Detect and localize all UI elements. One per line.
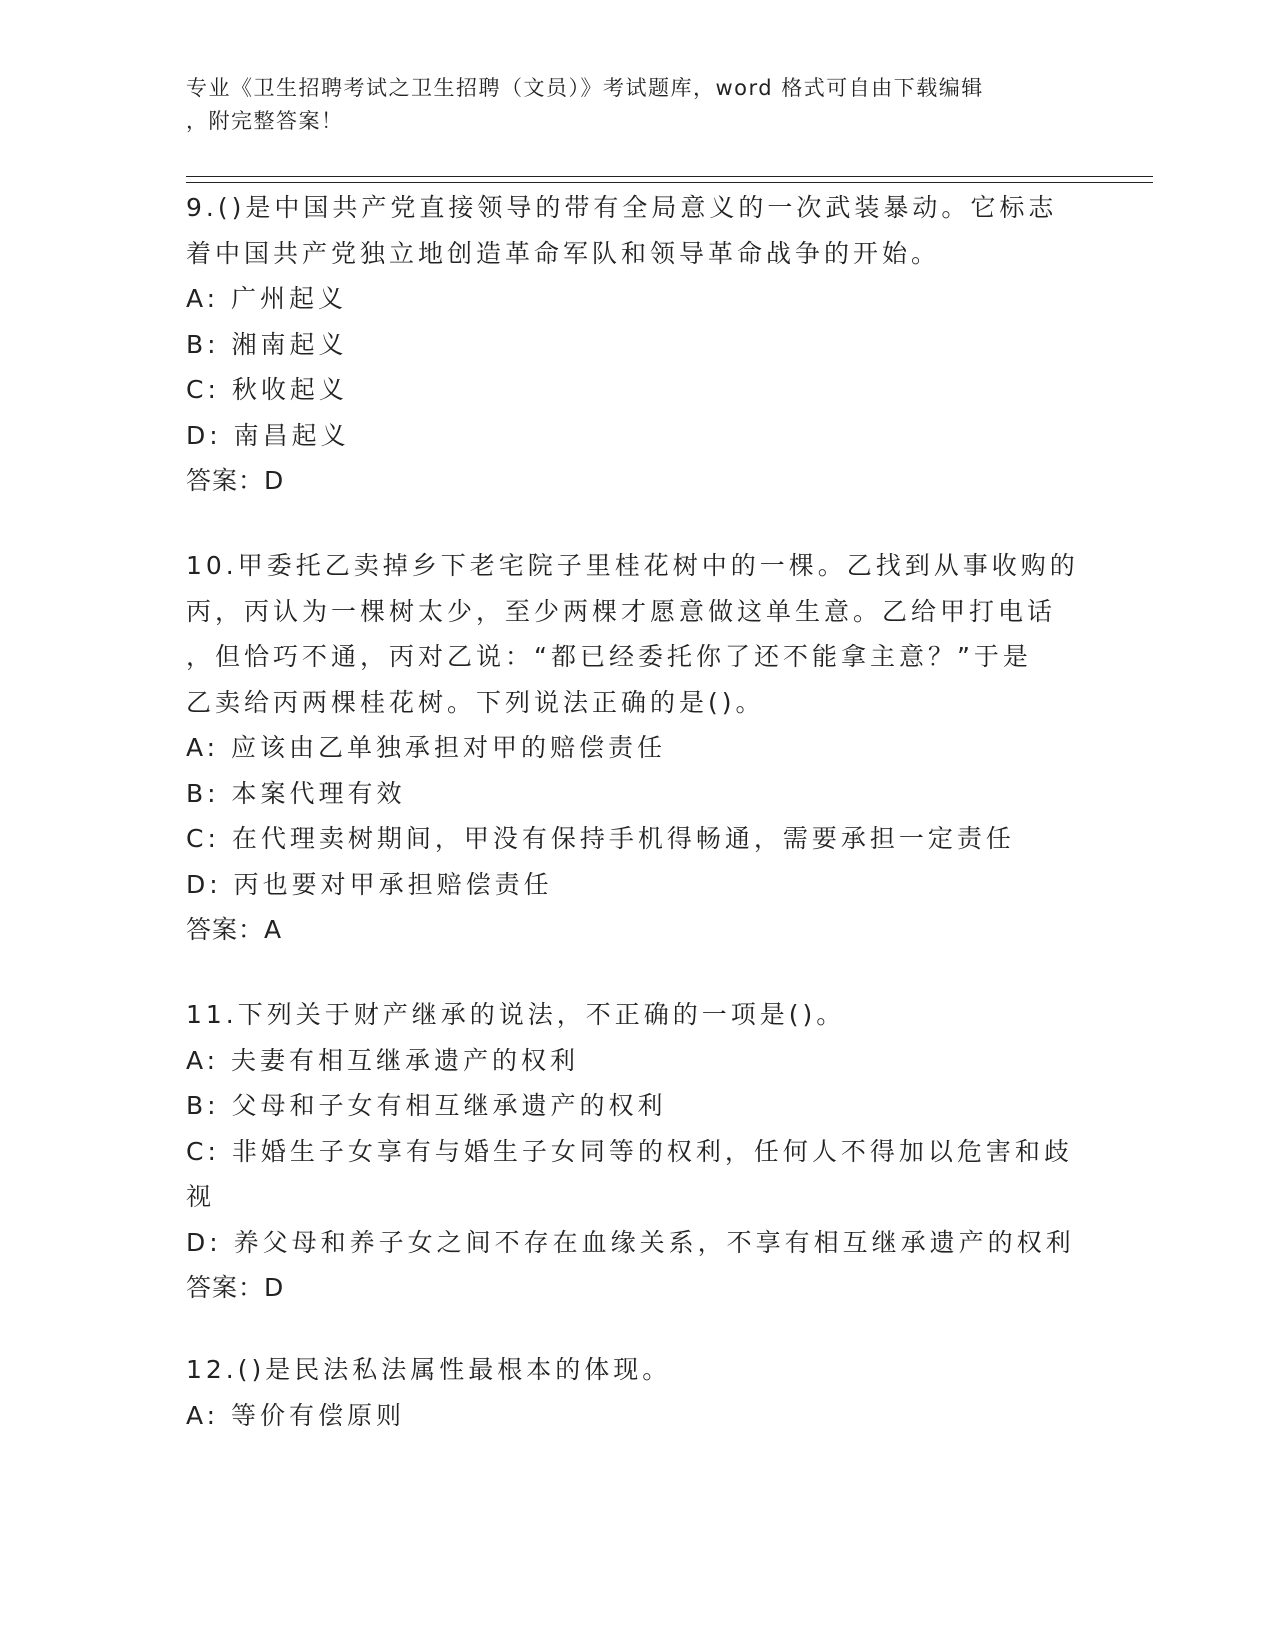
option-b: B: 本案代理有效 — [186, 778, 406, 808]
question-stem-line: 12.()是民法私法属性最根本的体现。 — [186, 1355, 672, 1384]
header-rule-top — [186, 176, 1153, 177]
question-stem-line: 丙，丙认为一棵树太少，至少两棵才愿意做这单生意。乙给甲打电话 — [186, 596, 1057, 626]
option-c: C: 在代理卖树期间，甲没有保持手机得畅通，需要承担一定责任 — [186, 824, 1015, 853]
question-10 — [186, 543, 1086, 953]
answer-line: 答案：D — [186, 1273, 285, 1302]
header-line-2: ，附完整答案！ — [186, 109, 344, 133]
question-stem-line: ，但恰巧不通，丙对乙说：“都已经委托你了还不能拿主意？”于是 — [186, 642, 1032, 671]
question-stem-line: 11.下列关于财产继承的说法，不正确的一项是()。 — [186, 1000, 846, 1029]
header-line-1: 专业《卫生招聘考试之卫生招聘（文员）》考试题库，word 格式可自由下载编辑 — [186, 76, 984, 100]
question-stem-line: 乙卖给丙两棵桂花树。下列说法正确的是()。 — [186, 687, 765, 717]
option-d: D: 养父母和养子女之间不存在血缘关系，不享有相互继承遗产的权利 — [186, 1227, 1075, 1257]
answer-line: 答案：A — [186, 915, 283, 944]
option-c: C: 非婚生子女享有与婚生子女同等的权利，任何人不得加以危害和歧 — [186, 1136, 1073, 1166]
option-a: A: 夫妻有相互继承遗产的权利 — [186, 1045, 580, 1075]
answer-line: 答案：D — [186, 466, 285, 495]
question-stem-line: 10.甲委托乙卖掉乡下老宅院子里桂花树中的一棵。乙找到从事收购的 — [186, 551, 1079, 580]
document-header — [186, 72, 1066, 138]
option-b: B: 湘南起义 — [186, 329, 348, 359]
option-d: D: 南昌起义 — [186, 420, 350, 450]
option-a: A: 广州起义 — [186, 284, 348, 313]
option-b: B: 父母和子女有相互继承遗产的权利 — [186, 1091, 667, 1120]
option-a: A: 等价有偿原则 — [186, 1400, 406, 1430]
option-c: C: 秋收起义 — [186, 375, 348, 404]
question-11 — [186, 992, 1086, 1311]
option-d: D: 丙也要对甲承担赔偿责任 — [186, 869, 553, 899]
question-12 — [186, 1347, 1086, 1438]
question-stem-line: 着中国共产党独立地创造革命军队和领导革命战争的开始。 — [186, 238, 941, 268]
option-a: A: 应该由乙单独承担对甲的赔偿责任 — [186, 733, 667, 762]
option-c-continued: 视 — [186, 1182, 216, 1211]
header-rule-bottom — [186, 182, 1153, 183]
question-9 — [186, 185, 1086, 504]
question-stem-line: 9.()是中国共产党直接领导的带有全局意义的一次武装暴动。它标志 — [186, 193, 1058, 222]
